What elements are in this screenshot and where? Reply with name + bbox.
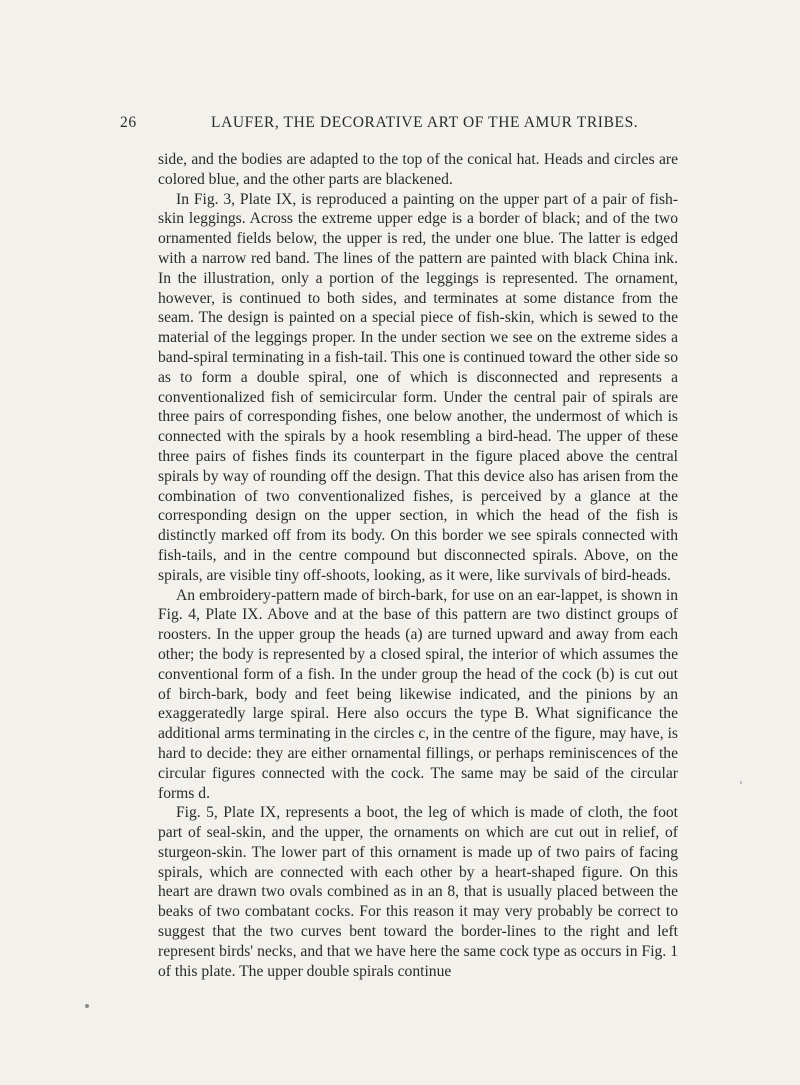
paragraph: In Fig. 3, Plate IX, is reproduced a painting on the upper part of a pair of fish-skin leggings. Across the extreme upper edge is a border of black; and of the two ornamented fields below, the upper is red, the under one blue. The latter is edged with a narrow red band. The lines of the pattern are painted with black China ink. In the illustration, only a portion of the leggings is represented. The ornament, however, is continued to both sides, and terminates at some distance from the seam. The design is painted on a special piece of fish-skin, which is sewed to the material of the leggings proper. In the under section we see on the extreme sides a band-spiral terminating in a fish-tail. This one is continued toward the other side so as to form a double spiral, one of which is disconnected and represents a conventionalized fish of semicircular form. Under the central pair of spirals are three pairs of corresponding fishes, one below another, the undermost of which is connected with the spirals by a hook resembling a bird-head. The upper of these three pairs of fishes finds its counterpart in the figure placed above the central spirals by way of rounding off the design. That this device also has arisen from the combination of two conventionalized fishes, is perceived by a glance at the corresponding design on the upper section, in which the head of the fish is distinctly marked off from its body. On this border we see spirals connected with fish-tails, and in the centre compound but disconnected spirals. Above, on the spirals, are visible tiny off-shoots, looking, as it were, like survivals of bird-heads. [158, 190, 678, 584]
paragraph: side, and the bodies are adapted to the top of the conical hat. Heads and circles are colored blue, and the other parts are blackened. [158, 151, 678, 188]
paragraph: Fig. 5, Plate IX, represents a boot, the leg of which is made of cloth, the foot part of seal-skin, and the upper, the ornaments on which are cut out in relief, of sturgeon-skin. The lower part of this ornament is made up of two pairs of facing spirals, which are connected with each other by a heart-shaped figure. On this heart are drawn two ovals combined as in an 8, that is usually placed between the beaks of two combatant cocks. For this reason it may very probably be correct to suggest that the two curves bent toward the border-lines to the right and left represent birds' necks, and that we have here the same cock type as occurs in Fig. 1 of this plate. The upper double spirals continue [158, 804, 678, 980]
paper-speck [740, 781, 742, 784]
paragraph: An embroidery-pattern made of birch-bark, for use on an ear-lappet, is shown in Fig. 4, Plate IX. Above and at the base of this pattern are two distinct groups of roosters. In the upper group the heads (a) are turned upward and away from each other; the body is represented by a closed spiral, the interior of which assumes the conventional form of a fish. In the under group the head of the cock (b) is cut out of birch-bark, body and feet being likewise indicated, and the pinions by an exaggeratedly large spiral. Here also occurs the type B. What significance the additional arms terminating in the circles c, in the centre of the figure, may have, is hard to decide: they are either ornamental fillings, or perhaps reminiscences of the circular figures connected with the cock. The same may be said of the circular forms d. [158, 586, 678, 802]
body-text [158, 150, 678, 981]
running-title: LAUFER, THE DECORATIVE ART OF THE AMUR TRIBES. [211, 114, 639, 131]
running-head [120, 114, 680, 134]
paper-speck [85, 1004, 89, 1008]
page-number: 26 [120, 114, 137, 131]
